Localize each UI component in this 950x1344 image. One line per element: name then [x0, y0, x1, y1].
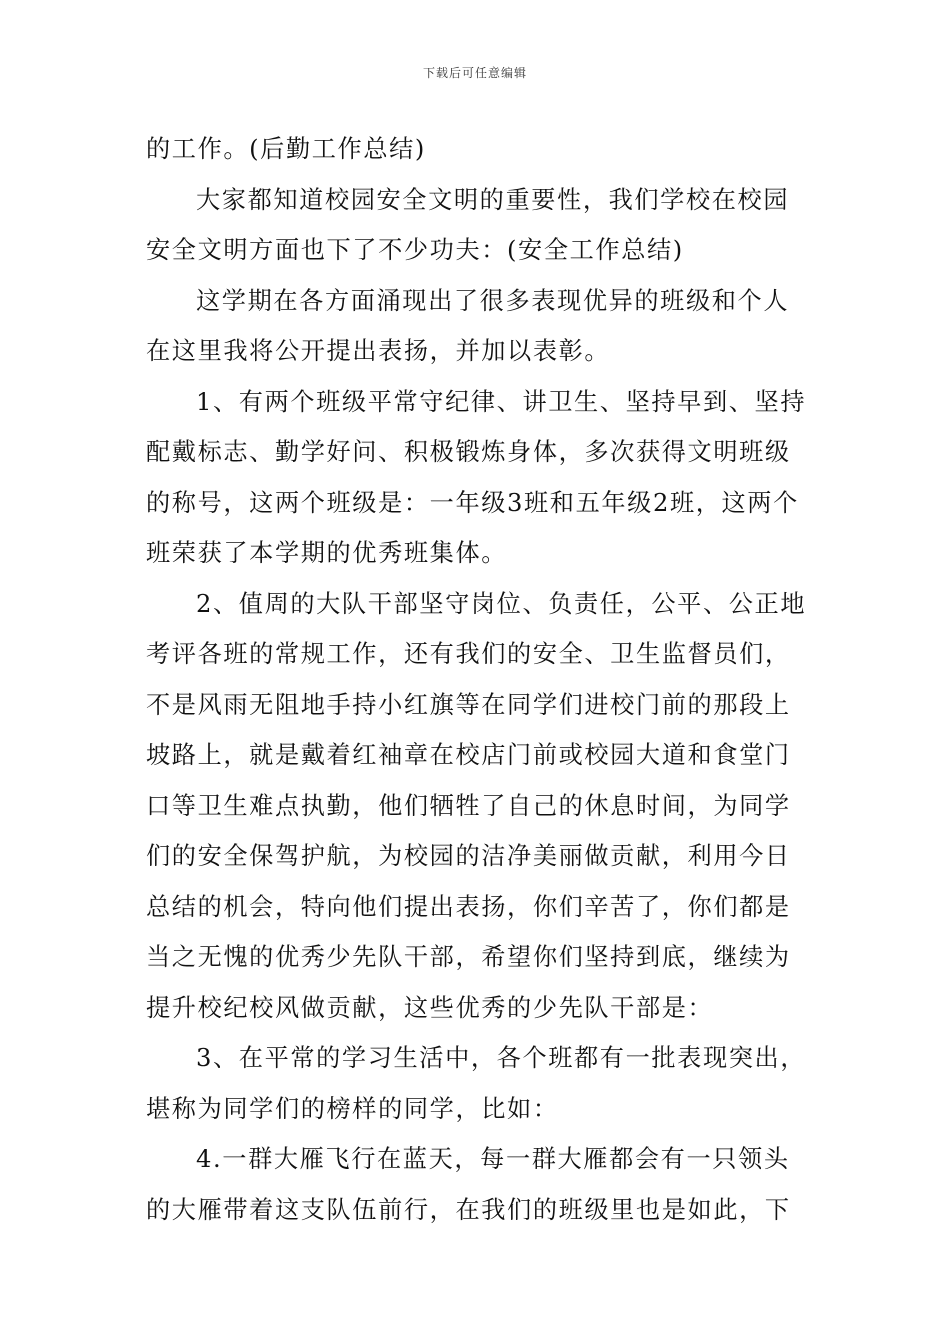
- text-line: 4.一群大雁飞行在蓝天，每一群大雁都会有一只领头: [196, 1145, 790, 1173]
- text-line: 的工作。(后勤工作总结): [146, 135, 426, 163]
- text-line: 提升校纪校风做贡献，这些优秀的少先队干部是：: [146, 993, 714, 1022]
- text-line: 坡路上，就是戴着红袖章在校店门前或校园大道和食堂门: [146, 741, 791, 769]
- text-line: 的称号，这两个班级是：一年级3班和五年级2班，这两个: [146, 488, 799, 517]
- page-header: 下载后可任意编辑: [422, 66, 527, 80]
- text-line: 不是风雨无阻地手持小红旗等在同学们进校门前的那段上: [146, 690, 791, 719]
- text-line: 的大雁带着这支队伍前行，在我们的班级里也是如此，下: [146, 1195, 791, 1224]
- document-body: [146, 124, 806, 1235]
- text-line: 配戴标志、勤学好问、积极锻炼身体，多次获得文明班级: [146, 438, 791, 466]
- text-line: 堪称为同学们的榜样的同学，比如：: [146, 1094, 559, 1123]
- text-line: 1、有两个班级平常守纪律、讲卫生、坚持早到、坚持: [196, 387, 807, 416]
- text-line: 考评各班的常规工作，还有我们的安全、卫生监督员们，: [146, 640, 791, 668]
- text-line: 们的安全保驾护航，为校园的洁净美丽做贡献，利用今日: [146, 842, 791, 870]
- text-line: 3、在平常的学习生活中，各个班都有一批表现突出，: [196, 1044, 807, 1072]
- text-line: 当之无愧的优秀少先队干部，希望你们坚持到底，继续为: [146, 943, 791, 971]
- text-line: 总结的机会，特向他们提出表扬，你们辛苦了，你们都是: [146, 892, 791, 921]
- text-line: 口等卫生难点执勤，他们牺牲了自己的休息时间，为同学: [146, 791, 791, 820]
- text-line: 大家都知道校园安全文明的重要性，我们学校在校园: [196, 185, 790, 214]
- text-line: 这学期在各方面涌现出了很多表现优异的班级和个人: [196, 286, 790, 315]
- text-line: 2、值周的大队干部坚守岗位、负责任，公平、公正地: [196, 589, 807, 618]
- text-line: 在这里我将公开提出表扬，并加以表彰。: [146, 337, 611, 365]
- text-line: 安全文明方面也下了不少功夫：(安全工作总结): [146, 236, 684, 264]
- text-line: 班荣获了本学期的优秀班集体。: [146, 539, 508, 567]
